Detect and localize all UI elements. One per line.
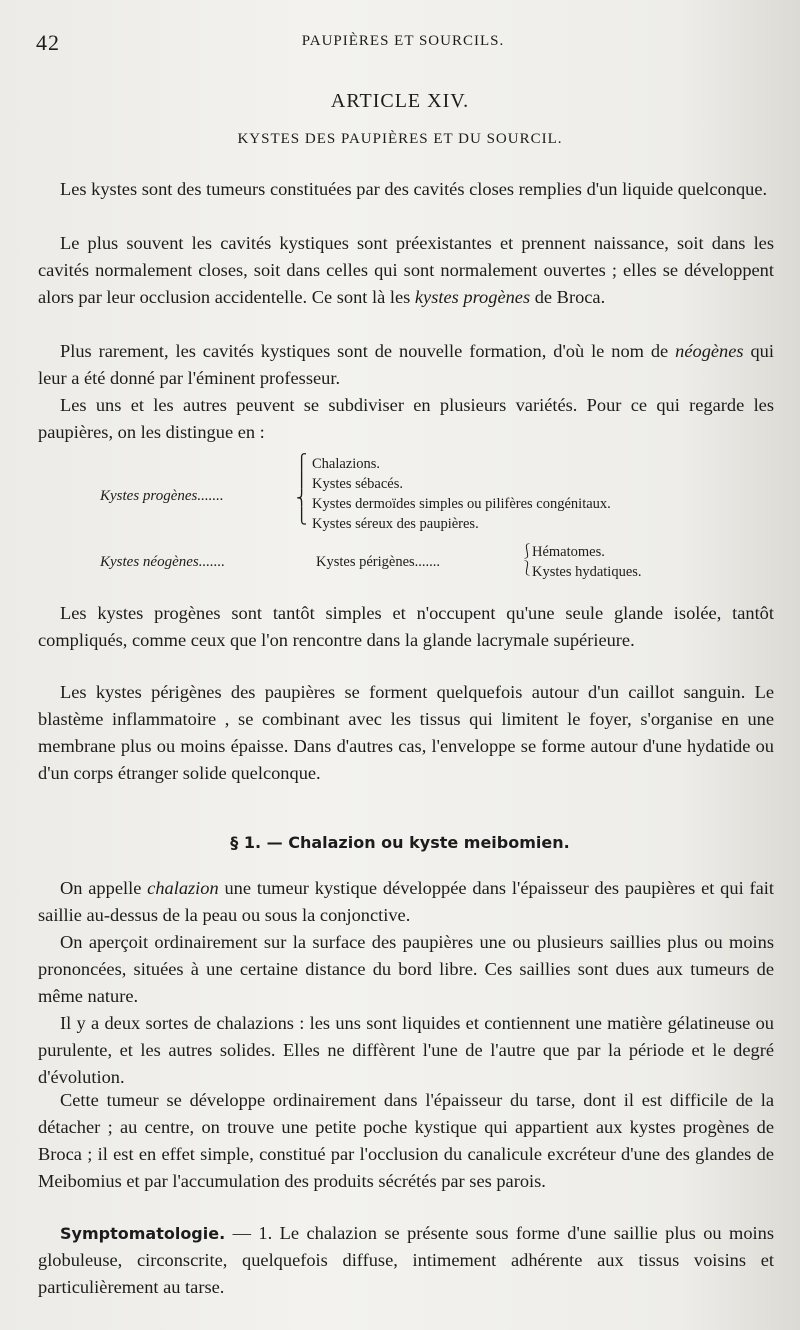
article-subheading: KYSTES DES PAUPIÈRES ET DU SOURCIL.: [237, 131, 563, 147]
paragraph-text: On appelle: [60, 878, 148, 898]
section-heading: § 1. — Chalazion ou kyste meibomien.: [230, 833, 570, 852]
emphasis-term: néogènes: [675, 341, 744, 361]
paragraph-progenes: [38, 230, 774, 311]
paragraph-text: Les kystes sont des tumeurs constituées par des cavités closes remplies d'un liquide quelconque.: [60, 179, 768, 199]
paragraph-text: Plus rarement, les cavités kystiques sont de nouvelle formation, d'où le nom de: [60, 341, 676, 361]
paragraph-chalazion-types: [38, 1010, 774, 1091]
perigenes-label: Kystes périgènes.......: [316, 554, 441, 570]
classification-item: Hématomes.: [532, 544, 605, 560]
paragraph-neogenes: [38, 338, 774, 392]
emphasis-term: chalazion: [147, 878, 219, 898]
paragraph-varieties: [38, 392, 774, 446]
paragraph-perigenes: [38, 679, 774, 787]
paragraph-definition: [38, 176, 774, 203]
classification-item: Kystes sébacés.: [312, 476, 404, 492]
paragraph-text: qui leur a été donné par l'éminent professeur.: [38, 341, 774, 388]
classification-item: Chalazions.: [312, 456, 381, 472]
paragraph-text: Les kystes progènes sont tantôt simples et n'occupent qu'une seule glande isolée, tantôt compliqués, comme ceux que l'on rencontre dans la glande lacrymale supérieure.: [38, 603, 774, 650]
classification-item: Kystes hydatiques.: [532, 564, 642, 580]
paragraph-text: Les kystes périgènes des paupières se forment quelquefois autour d'un caillot sanguin. Le blastème inflammatoire , se combinant avec les tissus qui limitent le foyer, s'organise en une membrane plus ou moins épaisse. Dans d'autres cas, l'enveloppe se forme autour d'une hydatide ou d'un corps étranger solide quelconque.: [38, 682, 774, 783]
paragraph-text: de Broca.: [530, 287, 606, 307]
paragraph-text: Les uns et les autres peuvent se subdiviser en plusieurs variétés. Pour ce qui regarde les paupières, on les distingue en :: [38, 395, 774, 442]
paragraph-text: On aperçoit ordinairement sur la surface des paupières une ou plusieurs saillies plus ou moins prononcées, situées à une certaine distance du bord libre. Ces saillies sont dues aux tumeurs de même nature.: [38, 932, 774, 1006]
paragraph-text: Cette tumeur se développe ordinairement dans l'épaisseur du tarse, dont il est difficile de la détacher ; au centre, on trouve une petite poche kystique qui appartient aux kystes progènes de Broca ; il est en effet simple, constitué par l'occlusion du canalicule excréteur d'une des glandes de Meibomius et par l'accumulation des produits sécrétés par ses parois.: [38, 1090, 774, 1191]
running-title: PAUPIÈRES ET SOURCILS.: [301, 33, 505, 49]
progenes-label: Kystes progènes.......: [100, 488, 224, 504]
brace-icon: ⎧ ⎪ ⎨ ⎩: [296, 455, 308, 525]
classification-item: Kystes dermoïdes simples ou pilifères congénitaux.: [312, 496, 611, 512]
paragraph-text: une tumeur kystique développée dans l'épaisseur des paupières et qui fait saillie au-dessus de la peau ou sous la conjonctive.: [38, 878, 774, 925]
run-in-heading: Symptomatologie.: [60, 1224, 226, 1243]
emphasis-term: kystes progènes: [414, 287, 531, 307]
paragraph-symptomatology: [38, 1220, 774, 1301]
paragraph-chalazion-definition: [38, 875, 774, 929]
paragraph-progenes-types: [38, 600, 774, 654]
neogenes-label: Kystes néogènes.......: [100, 554, 225, 570]
paragraph-chalazion-aspect: [38, 929, 774, 1010]
page-number: 42: [36, 30, 60, 55]
paragraph-text: Il y a deux sortes de chalazions : les uns sont liquides et contiennent une matière gélatineuse ou purulente, et les autres solides. Elles ne diffèrent l'une de l'autre que par la période et le degré d'évolution.: [38, 1013, 774, 1087]
article-heading: ARTICLE XIV.: [330, 90, 470, 112]
classification-table: [100, 452, 740, 587]
paragraph-text: Le plus souvent les cavités kystiques sont préexistantes et prennent naissance, soit dans les cavités normalement closes, soit dans celles qui sont normalement ouvertes ; elles se développent alors par leur occlusion accidentelle. Ce sont là les: [38, 233, 774, 307]
brace-icon: ⎰ ⎱: [520, 545, 534, 577]
paragraph-text: — 1. Le chalazion se présente sous forme d'une saillie plus ou moins globuleuse, circonscrite, quelquefois diffuse, intimement adhérente aux tissus voisins et particulièrement au tarse.: [38, 1223, 774, 1297]
classification-item: Kystes séreux des paupières.: [312, 516, 479, 532]
running-header: [36, 30, 770, 54]
paragraph-chalazion-origin: [38, 1087, 774, 1195]
